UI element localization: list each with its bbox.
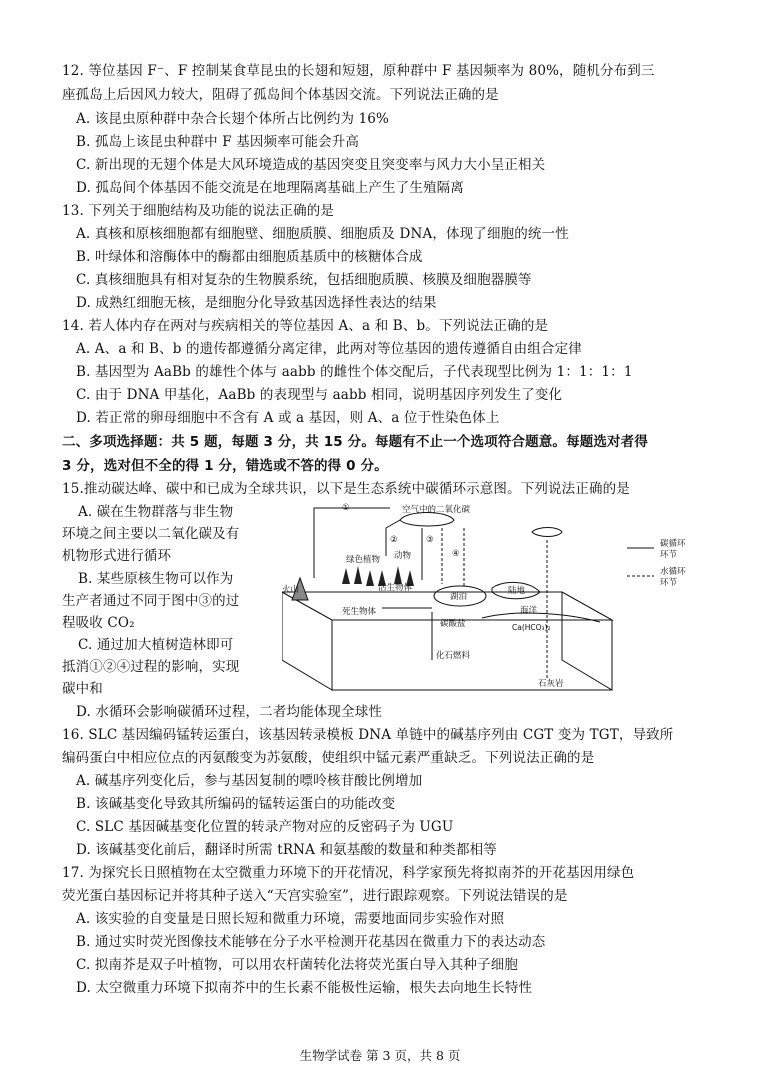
q12-stem-line2: 座孤岛上后因风力较大，阻碍了孤岛间个体基因交流。下列说法正确的是	[62, 87, 499, 103]
q16-stem-line2: 编码蛋白中相应位点的丙氨酸变为苏氨酸，使组织中锰元素严重缺乏。下列说法正确的是	[62, 750, 595, 766]
block-side-face	[282, 592, 332, 690]
q13-option-b: B. 叶绿体和溶酶体中的酶都由细胞质基质中的核糖体合成	[76, 249, 423, 265]
label-n4: ④	[452, 549, 460, 559]
q13-option-c: C. 真核细胞具有相对复杂的生物膜系统，包括细胞质膜、核膜及细胞器膜等	[76, 272, 532, 288]
label-air-co2: 空气中的二氧化碳	[402, 505, 471, 515]
label-carbonate: 碳酸盐	[440, 619, 466, 629]
section2-heading-line1: 二、多项选择题：共 5 题，每题 3 分，共 15 分。每题有不止一个选项符合题意。每题选对者得	[62, 434, 648, 450]
q15-option-c-line2: 抵消①②④过程的影响，实现	[62, 659, 240, 675]
q12-stem-line1: 12. 等位基因 F⁻、F 控制某食草昆虫的长翅和短翅，原种群中 F 基因频率为 80%，随机分布到三	[62, 63, 655, 79]
small-cloud-shape	[532, 528, 562, 537]
q17-option-a: A. 该实验的自变量是日照长短和微重力环境，需要地面同步实验作对照	[76, 911, 505, 927]
q15-option-a-line1: A. 碳在生物群落与非生物	[78, 504, 234, 520]
q15-option-c-line1: C. 通过加大植树造林即可	[78, 637, 234, 653]
q17-option-d: D. 太空微重力环境下拟南芥中的生长素不能极性运输，根失去向地生长特性	[76, 980, 533, 996]
ocean-curve	[482, 613, 600, 622]
carbon-cycle-diagram	[282, 500, 712, 700]
q15-option-c-line3: 碳中和	[62, 681, 103, 697]
q13-stem: 13. 下列关于细胞结构及功能的说法正确的是	[62, 203, 335, 219]
section2-heading-line2: 3 分，选对但不全的得 1 分，错选或不答的得 0 分。	[62, 458, 388, 474]
q13-option-d: D. 成熟红细胞无核，是细胞分化导致基因选择性表达的结果	[76, 295, 437, 311]
q17-stem-line1: 17. 为探究长日照植物在太空微重力环境下的开花情况，科学家预先将拟南芥的开花基因用绿色	[62, 865, 635, 881]
q15-option-d: D. 水循环会影响碳循环过程，二者均能体现全球性	[76, 704, 383, 720]
page-footer: 生物学试卷 第 3 页，共 8 页	[299, 1048, 461, 1063]
q17-option-c: C. 拟南芥是双子叶植物，可以用农杆菌转化法将荧光蛋白导入其种子细胞	[76, 957, 519, 973]
legend-water-line2: 环节	[660, 578, 678, 588]
q15-option-b-line2: 生产者通过不同于图中③的过	[62, 593, 240, 609]
q15-option-b-line3: 程吸收 CO₂	[62, 615, 135, 631]
legend-water-line1: 水循环	[660, 567, 686, 577]
q16-option-c: C. SLC 基因碱基变化位置的转录产物对应的反密码子为 UGU	[76, 819, 454, 835]
label-limestone: 石灰岩	[538, 679, 564, 689]
label-land: 陆地	[508, 586, 526, 596]
q12-option-b: B. 孤岛上该昆虫种群中 F 基因频率可能会升高	[76, 134, 360, 150]
label-lake: 湖泊	[450, 592, 468, 602]
legend-carbon-line1: 碳循环	[660, 539, 686, 549]
q12-option-d: D. 孤岛间个体基因不能交流是在地理隔离基础上产生了生殖隔离	[76, 180, 464, 196]
label-ocean: 海洋	[520, 606, 538, 616]
q16-option-d: D. 该碱基变化前后，翻译时所需 tRNA 和氨基酸的数量和种类都相等	[76, 842, 497, 858]
q15-option-a-line3: 机物形式进行循环	[62, 548, 172, 564]
arrow-1	[314, 508, 390, 578]
q12-option-a: A. 该昆虫原种群中杂合长翅个体所占比例约为 16%	[76, 111, 390, 127]
label-plants: 绿色植物	[346, 555, 381, 565]
q17-option-b: B. 通过实时荧光图像技术能够在分子水平检测开花基因在微重力下的表达动态	[76, 934, 546, 950]
legend-carbon-line2: 环节	[660, 550, 678, 560]
q16-option-a: A. 碱基序列变化后，参与基因复制的嘌呤核苷酸比例增加	[76, 773, 423, 789]
q14-option-a: A. A、a 和 B、b 的遗传都遵循分离定律，此两对等位基因的遗传遵循自由组合定律	[76, 341, 582, 357]
label-caco3: Ca(HCO₃)₂	[512, 623, 551, 632]
label-dead: 死生物体	[342, 607, 377, 617]
q16-stem-line1: 16. SLC 基因编码锰转运蛋白，该基因转录模板 DNA 单链中的碱基序列由 CGT 变为 TGT，导致所	[62, 727, 674, 743]
label-n1: ①	[342, 503, 350, 513]
block-right-face	[562, 592, 612, 690]
q15-option-a-line2: 环境之间主要以二氧化碳及有	[62, 526, 240, 542]
q14-option-b: B. 基因型为 AaBb 的雄性个体与 aabb 的雌性个体交配后，子代表现型比例为 1：1：1：1	[76, 364, 633, 380]
block-front-face	[332, 620, 612, 690]
q16-option-b: B. 该碱基变化导致其所编码的锰转运蛋白的功能改变	[76, 796, 396, 812]
q15-stem: 15.推动碳达峰、碳中和已成为全球共识，以下是生态系统中碳循环示意图。下列说法正确的是	[62, 481, 630, 497]
q14-option-c: C. 由于 DNA 甲基化，AaBb 的表现型与 aabb 相同，说明基因序列发生了变化	[76, 387, 563, 403]
q12-option-c: C. 新出现的无翅个体是大风环境造成的基因突变且突变率与风力大小呈正相关	[76, 157, 546, 173]
q15-option-b-line1: B. 某些原核生物可以作为	[78, 571, 234, 587]
q14-option-d: D. 若正常的卵母细胞中不含有 A 或 a 基因，则 A、a 位于性染色体上	[76, 410, 500, 426]
label-n3: ③	[426, 535, 434, 545]
q14-stem: 14. 若人体内存在两对与疾病相关的等位基因 A、a 和 B、b。下列说法正确的是	[62, 318, 549, 334]
label-fossil: 化石燃料	[436, 651, 471, 661]
q17-stem-line2: 荧光蛋白基因标记并将其种子送入“天宫实验室”，进行跟踪观察。下列说法错误的是	[62, 888, 568, 904]
q13-option-a: A. 真核和原核细胞都有细胞壁、细胞质膜、细胞质及 DNA，体现了细胞的统一性	[76, 226, 569, 242]
label-animals: 动物	[394, 551, 412, 561]
label-volcano: 火山	[282, 585, 300, 595]
label-consumers: 活生物体	[378, 583, 413, 593]
label-n2: ②	[390, 535, 398, 545]
